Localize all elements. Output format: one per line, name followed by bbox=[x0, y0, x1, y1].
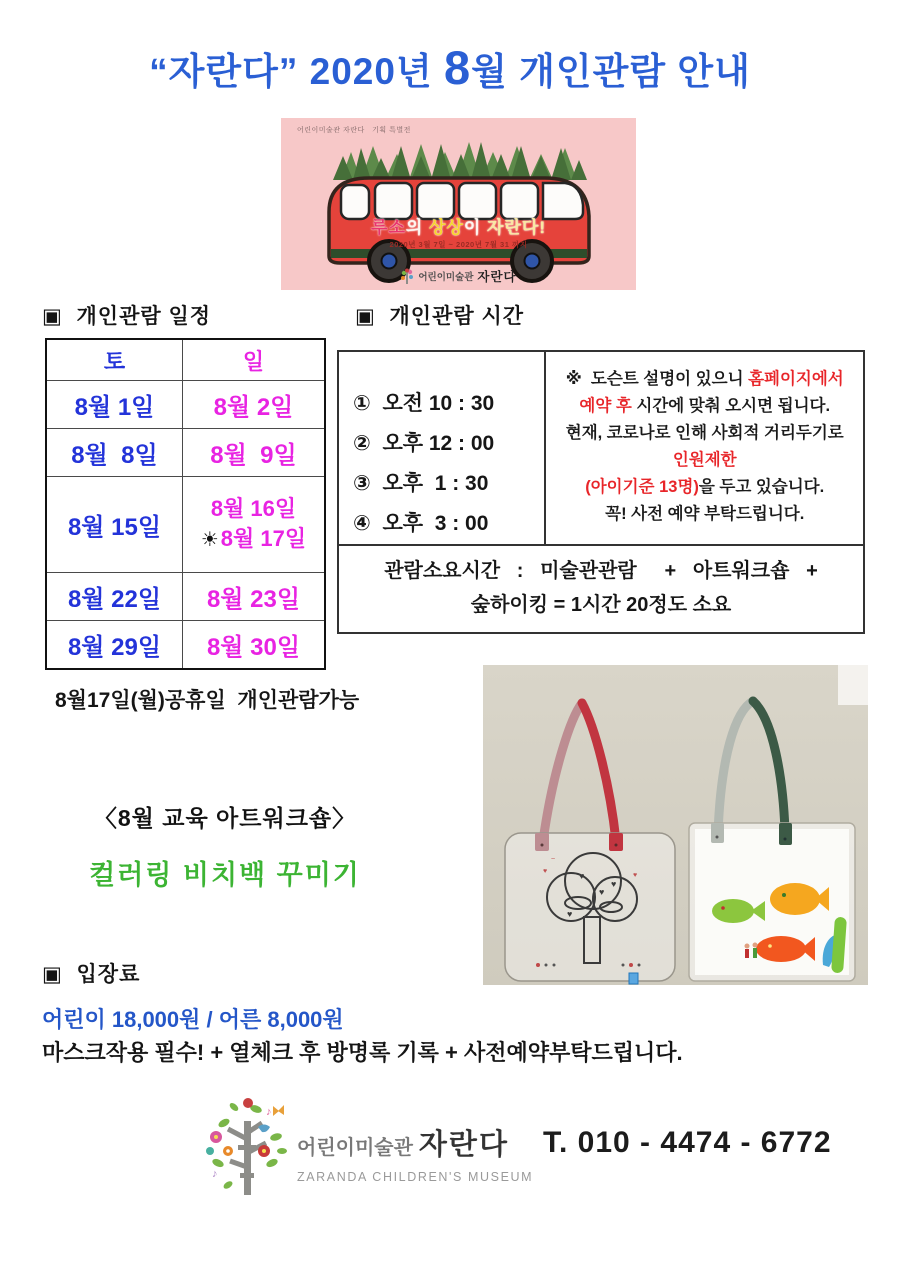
notice-text-red: (아이기준 13명) bbox=[585, 478, 699, 496]
svg-text:♥: ♥ bbox=[543, 868, 548, 875]
bus-illustration bbox=[281, 118, 636, 290]
notice-line bbox=[552, 393, 857, 420]
table-row bbox=[47, 476, 324, 572]
schedule-cell-sun bbox=[182, 428, 324, 476]
date-value: 8월 1일 bbox=[74, 394, 155, 421]
schedule-cell-sun bbox=[182, 476, 324, 572]
museum-tree-logo bbox=[198, 1093, 298, 1201]
schedule-cell-sun bbox=[182, 380, 324, 428]
duration-row bbox=[339, 544, 863, 632]
museum-name-korean: 자란다 bbox=[418, 1129, 509, 1161]
admission-requirements: 마스크작용 필수! + 열체크 후 방명록 기록 + 사전예약부탁드립니다. bbox=[42, 1040, 683, 1065]
beach-bag-photo bbox=[483, 665, 868, 985]
schedule-cell-sat bbox=[47, 380, 182, 428]
poster-banner-text bbox=[281, 213, 636, 238]
museum-name-prefix: 어린이미술관 bbox=[297, 1137, 413, 1159]
sunday-label: 일 bbox=[242, 348, 265, 374]
sun-icon: ☀ bbox=[200, 529, 219, 551]
date-value: 8월 29일 bbox=[67, 634, 162, 661]
workshop-subtitle: 컬러링 비치백 꾸미기 bbox=[89, 860, 361, 890]
schedule-cell-sun bbox=[182, 620, 324, 668]
duration-line: 숲하이킹 = 1시간 20정도 소요 bbox=[470, 594, 732, 616]
banner-word: 상상 bbox=[429, 218, 464, 237]
admission-fee: 어린이 18,000원 / 어른 8,000원 bbox=[42, 1007, 344, 1032]
svg-text:♥: ♥ bbox=[567, 909, 573, 919]
holiday-note: 8월17일(월)공휴일 개인관람가능 bbox=[55, 689, 360, 712]
schedule-header-saturday bbox=[47, 340, 182, 380]
poster-caption: 어린이미술관 자란다 기획 특별전 bbox=[297, 127, 411, 134]
schedule-section-heading: ▣ 개인관람 일정 bbox=[42, 305, 212, 328]
svg-text:♥: ♥ bbox=[599, 887, 605, 897]
schedule-cell-sat bbox=[47, 428, 182, 476]
date-value: 8월 2일 bbox=[213, 394, 294, 421]
date-value: 8월 23일 bbox=[206, 586, 301, 613]
left-bag-strap-tab bbox=[609, 833, 623, 851]
table-row bbox=[47, 380, 324, 428]
date-value: 8월 15일 bbox=[67, 514, 162, 541]
poster-logo-prefix: 어린이미술관 bbox=[418, 272, 474, 283]
schedule-cell-sat bbox=[47, 572, 182, 620]
photo-blue-tag bbox=[629, 973, 638, 984]
notice-text: ※ 도슨트 설명이 있으니 bbox=[565, 370, 749, 388]
logo-butterfly bbox=[273, 1105, 284, 1116]
table-row bbox=[47, 428, 324, 476]
schedule-cell-sat bbox=[47, 620, 182, 668]
times-table bbox=[337, 350, 865, 634]
schedule-cell-sun bbox=[182, 572, 324, 620]
time-slot: ③ 오후 1 : 30 bbox=[353, 472, 489, 495]
time-slot: ① 오전 10 : 30 bbox=[353, 392, 495, 415]
notice-line bbox=[552, 366, 857, 393]
notice-text-red: 인원제한 bbox=[672, 451, 737, 469]
date-value: 8월 17일 bbox=[220, 526, 307, 551]
banner-word: 루소 bbox=[371, 218, 406, 237]
bus-poster-image bbox=[281, 118, 636, 290]
time-slots-cell bbox=[339, 352, 544, 544]
workshop-title: 〈8월 교육 아트워크숍〉 bbox=[93, 805, 357, 831]
page-title bbox=[0, 40, 900, 95]
schedule-header-row bbox=[47, 340, 324, 380]
banner-word: 자란다! bbox=[487, 218, 546, 237]
banner-word: 의 bbox=[405, 218, 430, 237]
right-bag-strap-tab bbox=[779, 823, 792, 845]
notice-line bbox=[552, 447, 857, 474]
schedule-cell-sat bbox=[47, 476, 182, 572]
right-bag-strap-tab bbox=[711, 823, 724, 843]
svg-text:♥: ♥ bbox=[633, 872, 638, 879]
date-value: 8월 30일 bbox=[206, 634, 301, 661]
title-month-number: 8 bbox=[443, 41, 472, 94]
table-row bbox=[47, 620, 324, 668]
table-row bbox=[47, 572, 324, 620]
workshop-block bbox=[55, 800, 395, 892]
schedule-header-sunday bbox=[182, 340, 324, 380]
notice-line bbox=[552, 474, 857, 501]
svg-text:♥: ♥ bbox=[611, 879, 617, 889]
admission-heading: ▣ 입장료 bbox=[42, 963, 141, 986]
svg-text:♥: ♥ bbox=[579, 871, 585, 881]
reservation-notice-cell bbox=[544, 352, 863, 544]
phone-number: T. 010 - 4474 - 6772 bbox=[543, 1126, 832, 1159]
poster-period: 2020년 3월 7일 ~ 2020년 7월 31 까지 bbox=[389, 240, 528, 249]
svg-text:~: ~ bbox=[551, 856, 556, 863]
date-value: 8월 8일 bbox=[71, 442, 158, 469]
banner-word: 이 bbox=[463, 218, 488, 237]
svg-text:♪: ♪ bbox=[266, 1106, 272, 1118]
notice-text: 을 두고 있습니다. bbox=[698, 478, 825, 496]
museum-name-block bbox=[297, 1122, 533, 1184]
date-value: 8월 9일 bbox=[210, 442, 297, 469]
notice-text: 시간에 맞춰 오시면 됩니다. bbox=[631, 397, 831, 415]
date-value: 8월 22일 bbox=[67, 586, 162, 613]
museum-name-english: ZARANDA CHILDREN'S MUSEUM bbox=[297, 1170, 534, 1184]
svg-text:♪: ♪ bbox=[212, 1168, 218, 1180]
date-value: 8월 16일 bbox=[210, 496, 297, 521]
schedule-table bbox=[45, 338, 326, 670]
title-part2: 월 개인관람 안내 bbox=[471, 51, 751, 92]
time-slot: ④ 오후 3 : 00 bbox=[353, 512, 489, 535]
saturday-label: 토 bbox=[103, 348, 126, 374]
notice-line bbox=[552, 501, 857, 528]
poster-logo-name: 자란다 bbox=[477, 270, 517, 284]
notice-line bbox=[552, 420, 857, 447]
time-slot: ② 오후 12 : 00 bbox=[353, 432, 495, 455]
notice-text: 꼭! 사전 예약 부탁드립니다. bbox=[605, 505, 805, 523]
title-part1: “자란다” 2020년 bbox=[149, 51, 444, 92]
times-section-heading: ▣ 개인관람 시간 bbox=[355, 305, 525, 328]
duration-line: 관람소요시간 : 미술관관람 + 아트워크숍 + bbox=[384, 560, 818, 582]
mini-tree-logo-icon bbox=[400, 268, 414, 285]
notice-text-red: 홈페이지에서 bbox=[748, 370, 844, 388]
left-bag-body bbox=[505, 833, 675, 981]
notice-text-red: 예약 후 bbox=[579, 397, 632, 415]
photo-corner bbox=[838, 665, 868, 705]
notice-text: 현재, 코로나로 인해 사회적 거리두기로 bbox=[565, 424, 844, 442]
poster-logo bbox=[281, 267, 636, 285]
holiday-date-line bbox=[201, 524, 306, 555]
left-bag-strap-tab bbox=[535, 833, 549, 851]
